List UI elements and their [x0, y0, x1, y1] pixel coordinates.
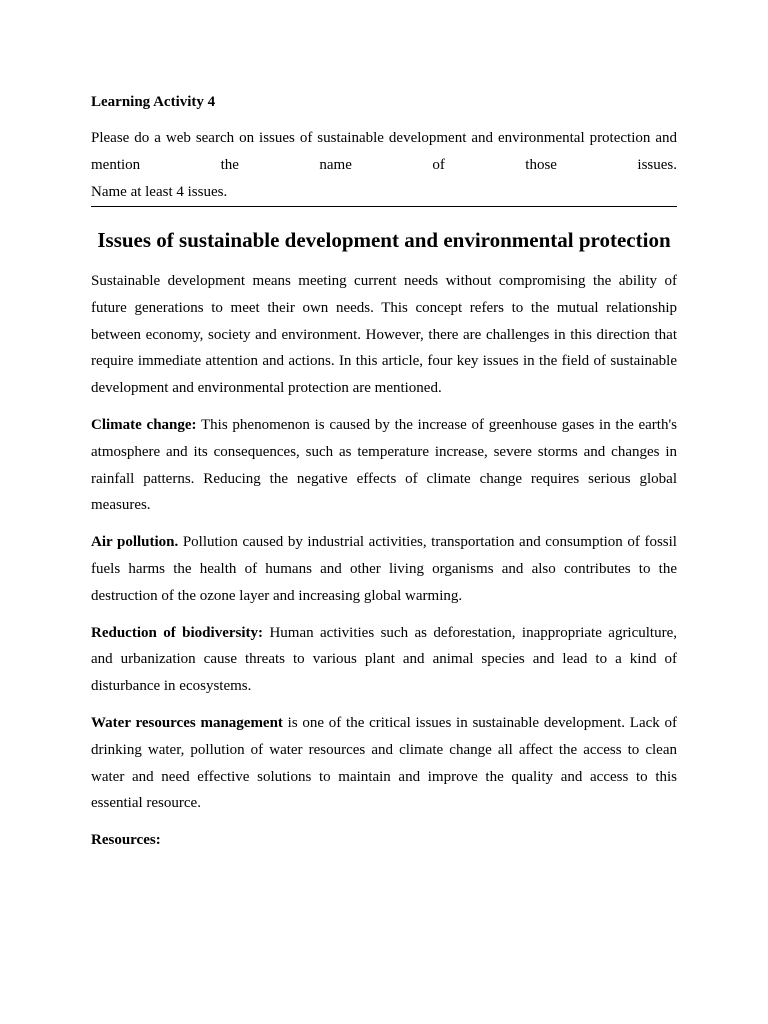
issue-climate-change [91, 412, 677, 519]
instruction-line-3: Name at least 4 issues. [91, 184, 228, 200]
issue-biodiversity [91, 620, 677, 700]
issue-term: Air pollution. [91, 534, 179, 551]
activity-instruction [91, 125, 677, 206]
issue-text: Pollution caused by industrial activities, transportation and consumption of fossil fuels harms the health of humans and other living organisms and also contributes to the destruction of the ozone layer and increasing global warming. [91, 534, 677, 604]
intro-paragraph: Sustainable development means meeting current needs without compromising the ability of future generations to meet their own needs. This concept refers to the mutual relationship between economy, society and environment. However, there are challenges in this direction that require immediate attention and actions. In this article, four key issues in the field of sustainable development and environmental protection are mentioned. [91, 273, 677, 397]
issue-term: Climate change: [91, 416, 197, 433]
document-heading: Issues of sustainable development and environmental protection [97, 228, 671, 252]
issue-air-pollution [91, 529, 677, 609]
resources-label: Resources: [91, 832, 161, 849]
issue-water-resources [91, 710, 677, 817]
issue-term: Water resources management [91, 714, 283, 731]
document-page [91, 89, 677, 854]
instruction-line-1: Please do a web search on issues of sustainable development and environmental protection and [91, 130, 677, 146]
section-divider [91, 206, 677, 207]
issue-term: Reduction of biodiversity: [91, 624, 264, 641]
instruction-line-2: mention the name of those issues. [91, 157, 677, 173]
issue-text: Human activities such as deforestation, inappropriate agriculture, and urbanization cause threats to various plant and animal species and lead to a kind of disturbance in ecosystems. [91, 624, 677, 695]
activity-title: Learning Activity 4 [91, 94, 216, 110]
issue-text: This phenomenon is caused by the increase of greenhouse gases in the earth's atmosphere and its consequences, such as temperature increase, severe storms and changes in rainfall patterns. Reducing the negative effects of climate change requires serious global measures. [91, 416, 678, 514]
issue-text: is one of the critical issues in sustainable development. Lack of drinking water, pollution of water resources and climate change all affect the access to clean water and need effective solutions to maintain and improve the quality and access to this essential resource. [91, 714, 677, 812]
